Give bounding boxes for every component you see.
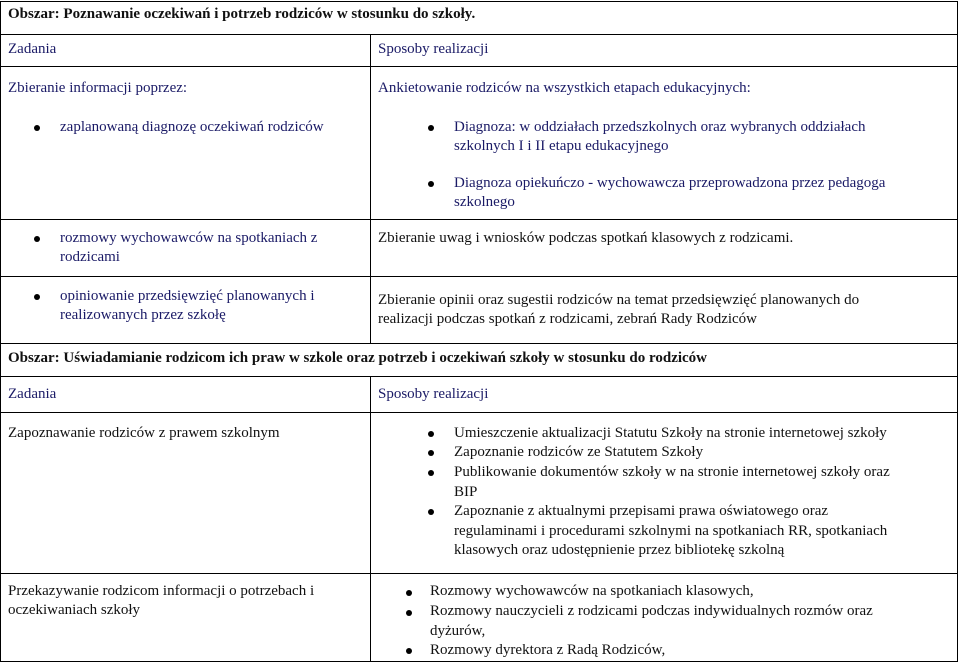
- bullet-icon: [406, 610, 412, 616]
- row-divider: [0, 573, 958, 574]
- section-title: Obszar: Uświadamianie rodzicom ich praw w szkole oraz potrzeb i oczekiwań szkoły w stosunku do rodziców: [8, 350, 708, 366]
- task-bullet: zaplanowaną diagnozę oczekiwań rodziców: [60, 119, 324, 135]
- task-text-line: Przekazywanie rodzicom informacji o potrzebach i: [8, 583, 315, 599]
- method-bullet-line: regulaminami i procedurami szkolnymi na spotkaniach RR, spotkaniach: [454, 523, 888, 539]
- task-bullet-line: opiniowanie przedsięwzięć planowanych i: [60, 288, 315, 304]
- table-border-top: [0, 1, 958, 2]
- column-header-tasks: Zadania: [8, 41, 57, 57]
- bullet-icon: [428, 470, 434, 476]
- method-bullet-line: Rozmowy wychowawców na spotkaniach klasowych,: [430, 583, 754, 599]
- bullet-icon: [34, 294, 40, 300]
- method-bullet-line: Diagnoza: w oddziałach przedszkolnych oraz wybranych oddziałach: [454, 119, 866, 135]
- column-header-methods: Sposoby realizacji: [378, 41, 489, 57]
- table-border-left: [0, 1, 1, 662]
- section-title: Obszar: Poznawanie oczekiwań i potrzeb rodziców w stosunku do szkoły.: [8, 6, 476, 22]
- column-header-methods: Sposoby realizacji: [378, 386, 489, 402]
- task-lead: Zbieranie informacji poprzez:: [8, 80, 188, 96]
- method-bullet-line: szkolnych I i II etapu edukacyjnego: [454, 138, 669, 154]
- bullet-icon: [406, 590, 412, 596]
- bullet-icon: [406, 648, 412, 654]
- method-text: Zbieranie uwag i wniosków podczas spotkań klasowych z rodzicami.: [378, 230, 794, 246]
- bullet-icon: [428, 431, 434, 437]
- method-bullet-line: klasowych oraz udostępnienie przez bibliotekę szkolną: [454, 542, 785, 558]
- row-divider: [0, 66, 958, 67]
- row-divider: [0, 376, 958, 377]
- bullet-icon: [428, 125, 434, 131]
- row-divider: [0, 219, 958, 220]
- column-header-tasks: Zadania: [8, 386, 57, 402]
- task-text-line: oczekiwaniach szkoły: [8, 602, 141, 618]
- method-bullet-line: Diagnoza opiekuńczo - wychowawcza przeprowadzona przez pedagoga: [454, 175, 886, 191]
- method-bullet-line: Rozmowy dyrektora z Radą Rodziców,: [430, 642, 666, 658]
- column-divider: [370, 34, 371, 344]
- row-divider: [0, 343, 958, 344]
- task-bullet-line: realizowanych przez szkołę: [60, 307, 226, 323]
- method-bullet-line: Zapoznanie rodziców ze Statutem Szkoły: [454, 444, 704, 460]
- column-divider: [370, 376, 371, 662]
- task-text: Zapoznawanie rodziców z prawem szkolnym: [8, 425, 280, 441]
- task-bullet-line: rozmowy wychowawców na spotkaniach z: [60, 230, 318, 246]
- method-bullet-line: Umieszczenie aktualizacji Statutu Szkoły na stronie internetowej szkoły: [454, 425, 887, 441]
- method-bullet-line: Rozmowy nauczycieli z rodzicami podczas indywidualnych rozmów oraz: [430, 603, 873, 619]
- bullet-icon: [428, 509, 434, 515]
- bullet-icon: [34, 236, 40, 242]
- row-divider: [0, 276, 958, 277]
- method-bullet-line: Zapoznanie z aktualnymi przepisami prawa oświatowego oraz: [454, 503, 829, 519]
- method-bullet-line: Publikowanie dokumentów szkoły w na stronie internetowej szkoły oraz: [454, 464, 890, 480]
- method-bullet-line: dyżurów,: [430, 623, 486, 639]
- row-divider: [0, 412, 958, 413]
- method-text-line: Zbieranie opinii oraz sugestii rodziców na temat przedsięwzięć planowanych do: [378, 292, 860, 308]
- method-bullet-line: szkolnego: [454, 194, 515, 210]
- row-divider: [0, 34, 958, 35]
- bullet-icon: [428, 181, 434, 187]
- method-bullet-line: BIP: [454, 484, 478, 500]
- bullet-icon: [34, 125, 40, 131]
- table-border-right: [957, 1, 958, 662]
- method-text-line: realizacji podczas spotkań z rodzicami, zebrań Rady Rodziców: [378, 311, 758, 327]
- method-lead: Ankietowanie rodziców na wszystkich etapach edukacyjnych:: [378, 80, 751, 96]
- task-bullet-line: rodzicami: [60, 249, 120, 265]
- bullet-icon: [428, 450, 434, 456]
